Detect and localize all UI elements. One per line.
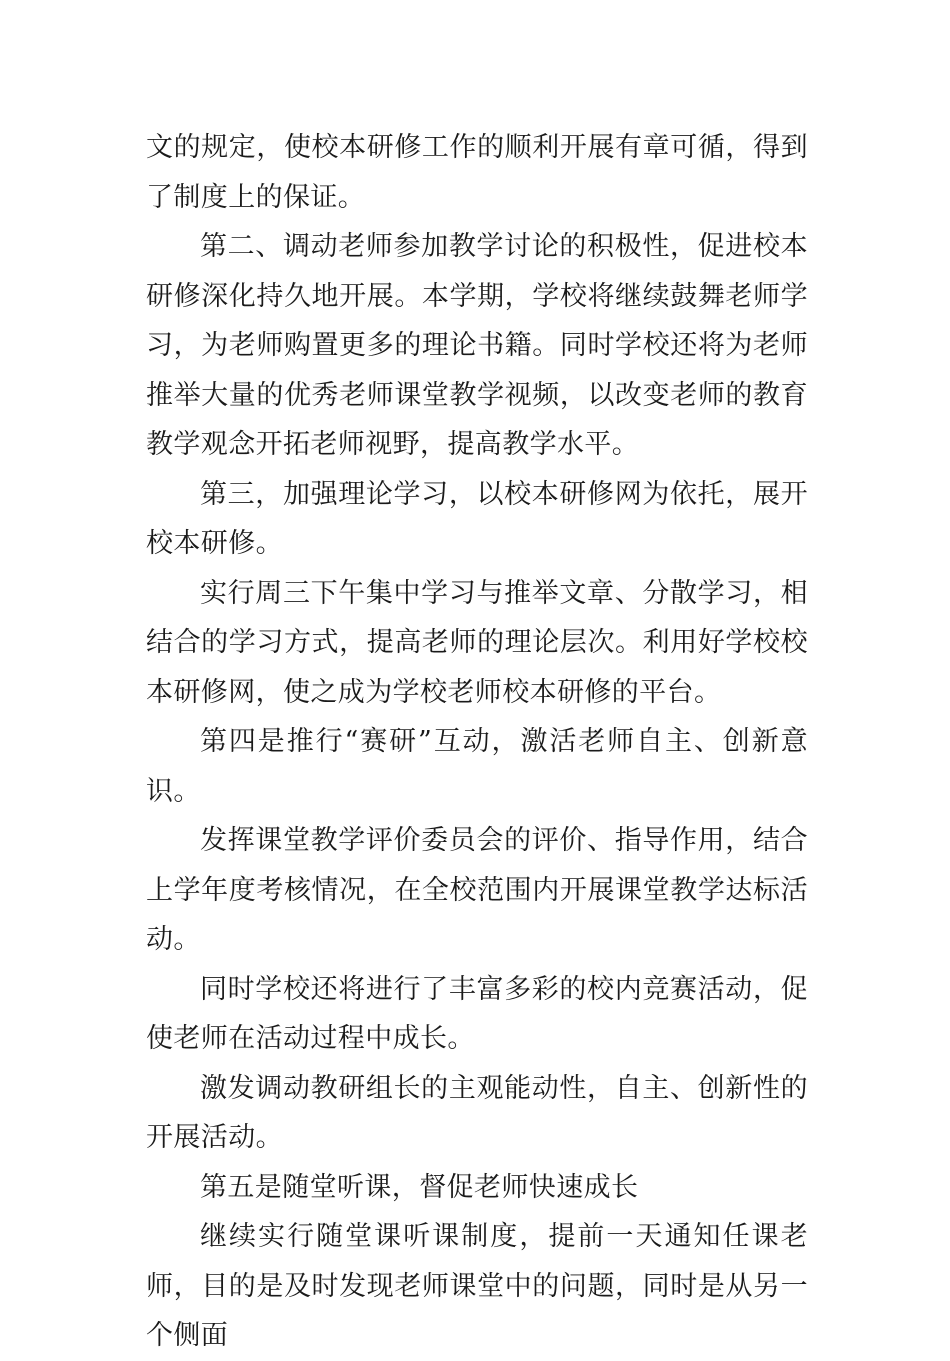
paragraph: 文的规定，使校本研修工作的顺利开展有章可循，得到了制度上的保证。 [146, 132, 808, 213]
paragraph: 第三，加强理论学习，以校本研修网为依托，展开校本研修。 [146, 478, 808, 559]
paragraph: 激发调动教研组长的主观能动性，自主、创新性的开展活动。 [146, 1072, 808, 1153]
paragraph: 继续实行随堂课听课制度，提前一天通知任课老师，目的是及时发现老师课堂中的问题，同时是从另一个侧面 [146, 1221, 808, 1351]
paragraph: 第四是推行“赛研”互动，激活老师自主、创新意识。 [146, 726, 808, 807]
document-body [146, 123, 808, 1361]
paragraph: 实行周三下午集中学习与推举文章、分散学习，相结合的学习方式，提高老师的理论层次。利用好学校校本研修网，使之成为学校老师校本研修的平台。 [146, 577, 808, 708]
paragraph: 第二、调动老师参加教学讨论的积极性，促进校本研修深化持久地开展。本学期，学校将继续鼓舞老师学习，为老师购置更多的理论书籍。同时学校还将为老师推举大量的优秀老师课堂教学视频，以改变老师的教育教学观念开拓老师视野，提高教学水平。 [146, 231, 808, 460]
paragraph: 同时学校还将进行了丰富多彩的校内竞赛活动，促使老师在活动过程中成长。 [146, 973, 808, 1054]
paragraph: 发挥课堂教学评价委员会的评价、指导作用，结合上学年度考核情况，在全校范围内开展课堂教学达标活动。 [146, 825, 808, 955]
paragraph: 第五是随堂听课，督促老师快速成长 [200, 1171, 639, 1203]
